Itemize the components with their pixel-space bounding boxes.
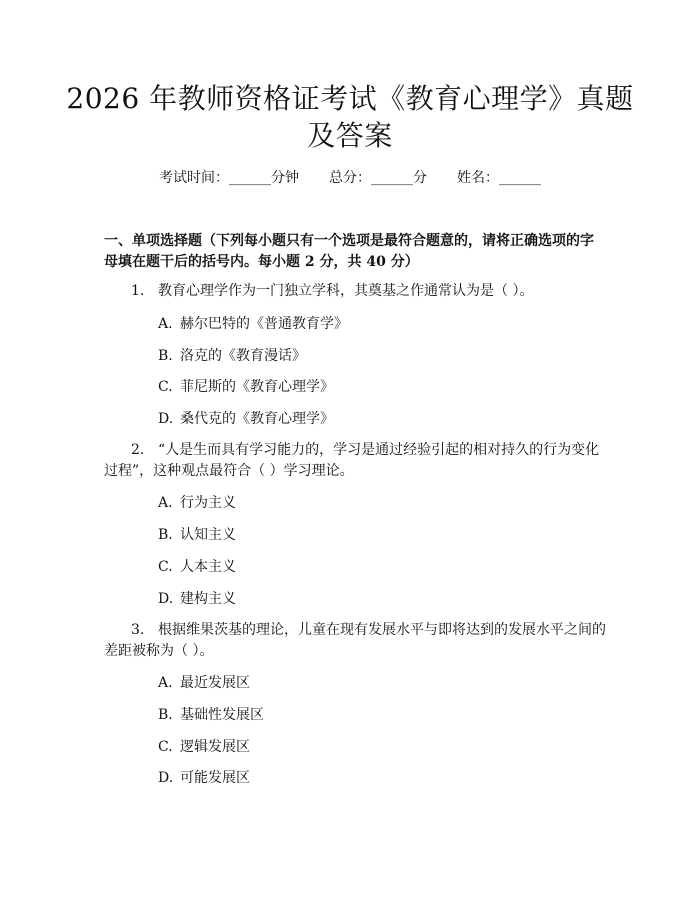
question-2-stem-line-2: 过程”，这种观点最符合（ ）学习理论。 (104, 463, 354, 479)
option-letter: D. (158, 591, 174, 607)
option-text: 建构主义 (180, 591, 236, 607)
option-letter: C. (158, 379, 173, 395)
option-text: 可能发展区 (180, 770, 250, 786)
option-letter: D. (158, 770, 174, 786)
student-name-field: 姓名：______ (457, 170, 541, 186)
option-letter: C. (158, 739, 173, 755)
option-letter: C. (158, 559, 173, 575)
section-heading-line-1: 一、单项选择题（下列每小题只有一个选项是最符合题意的，请将正确选项的字 (104, 233, 594, 249)
question-3-number: 3. (131, 622, 145, 638)
option-text: 赫尔巴特的《普通教育学》 (180, 316, 348, 332)
question-3-option-d (158, 768, 250, 788)
option-letter: B. (158, 348, 173, 364)
question-3-option-a (158, 673, 250, 693)
question-3-option-b (158, 705, 264, 725)
question-1-option-a (158, 314, 348, 334)
exam-title-line-1: 2026 年教师资格证考试《教育心理学》真题 (66, 82, 634, 115)
option-letter: A. (158, 675, 173, 691)
question-1-option-b (158, 346, 306, 366)
option-letter: A. (158, 316, 173, 332)
total-score-field: 总分：______分 (329, 170, 427, 186)
option-letter: B. (158, 527, 173, 543)
question-2-option-c (158, 557, 236, 577)
question-2-stem-line-1: “人是生而具有学习能力的，学习是通过经验引起的相对持久的行为变化 (158, 442, 600, 458)
question-3-option-c (158, 737, 250, 757)
question-1-option-c (158, 377, 334, 397)
option-text: 菲尼斯的《教育心理学》 (180, 379, 334, 395)
option-text: 最近发展区 (180, 675, 250, 691)
exam-meta (0, 168, 700, 188)
option-text: 洛克的《教育漫话》 (180, 348, 306, 364)
question-2-option-b (158, 525, 236, 545)
option-text: 基础性发展区 (180, 707, 264, 723)
option-text: 逻辑发展区 (180, 739, 250, 755)
option-text: 桑代克的《教育心理学》 (180, 411, 334, 427)
option-letter: D. (158, 411, 174, 427)
question-2-option-a (158, 493, 236, 513)
question-2-number: 2. (131, 442, 145, 458)
question-1-number: 1. (131, 283, 145, 299)
option-text: 认知主义 (180, 527, 236, 543)
option-text: 人本主义 (180, 559, 236, 575)
section-heading-line-2: 母填在题干后的括号内。每小题 2 分，共 40 分） (104, 254, 419, 270)
question-3-stem-line-1: 根据维果茨基的理论，儿童在现有发展水平与即将达到的发展水平之间的 (158, 622, 606, 638)
exam-title-line-2: 及答案 (307, 119, 393, 152)
option-letter: B. (158, 707, 173, 723)
question-1-option-d (158, 409, 334, 429)
exam-time-field: 考试时间：______分钟 (159, 170, 299, 186)
question-1-stem: 教育心理学作为一门独立学科，其奠基之作通常认为是（ ）。 (158, 283, 534, 299)
option-text: 行为主义 (180, 495, 236, 511)
question-2-option-d (158, 589, 236, 609)
question-3-stem-line-2: 差距被称为（ ）。 (104, 643, 214, 659)
option-letter: A. (158, 495, 173, 511)
